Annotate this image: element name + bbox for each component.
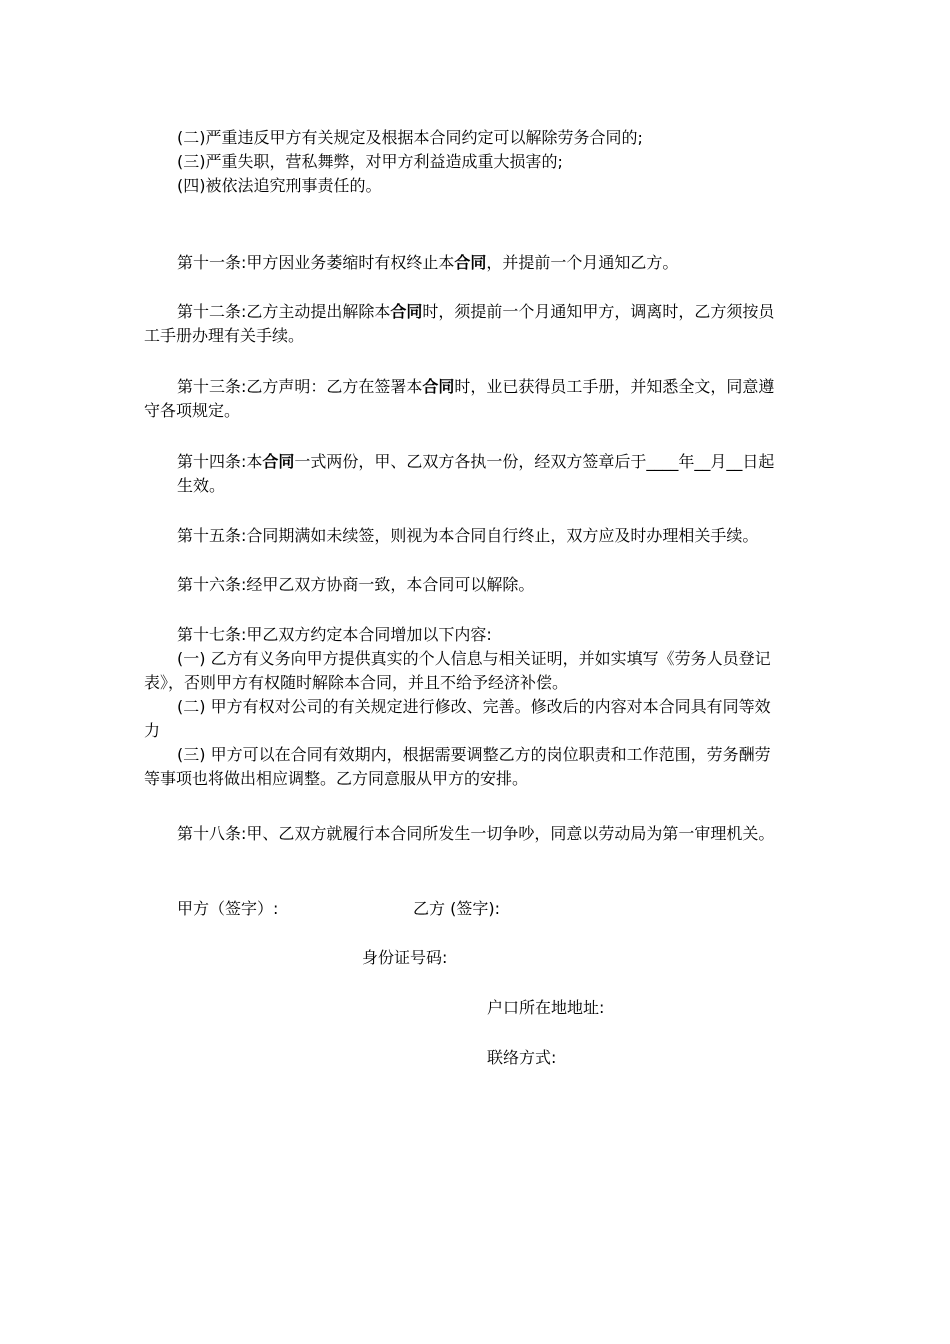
article-13-bold: 合同 xyxy=(422,377,455,396)
article-14-pre: 第十四条:本 xyxy=(177,452,263,471)
article-17-head: 第十七条:甲乙双方约定本合同增加以下内容: xyxy=(177,625,492,644)
article-14-line2: 生效。 xyxy=(177,476,226,495)
article-17-item3-line2: 等事项也将做出相应调整。乙方同意服从甲方的安排。 xyxy=(144,769,529,788)
article-11 xyxy=(144,251,808,275)
clause-item-4: (四)被依法追究刑事责任的。 xyxy=(177,176,382,195)
previous-clause-items xyxy=(144,126,808,198)
party-b-signature-label: 乙方 (签字): xyxy=(413,899,500,918)
article-14-line1 xyxy=(144,450,808,474)
article-13 xyxy=(144,375,808,423)
household-address-label: 户口所在地地址: xyxy=(487,998,605,1017)
article-14-bold: 合同 xyxy=(262,452,295,471)
article-17-item1-line2: 表》，否则甲方有权随时解除本合同，并且不给予经济补偿。 xyxy=(144,673,569,692)
article-16-text: 第十六条:经甲乙双方协商一致，本合同可以解除。 xyxy=(177,575,535,594)
clause-item-3: (三)严重失职，营私舞弊，对甲方利益造成重大损害的; xyxy=(177,152,563,171)
article-17-item2-line2: 力 xyxy=(144,721,161,740)
article-12-pre: 第十二条:乙方主动提出解除本 xyxy=(177,302,391,321)
contact-label: 联络方式: xyxy=(487,1048,557,1067)
article-13-post: 时，业已获得员工手册，并知悉全文，同意遵 xyxy=(454,377,775,396)
article-18 xyxy=(144,822,808,846)
article-14 xyxy=(144,450,808,498)
article-18-text: 第十八条:甲、乙双方就履行本合同所发生一切争吵，同意以劳动局为第一审理机关。 xyxy=(177,824,775,843)
party-a-signature-label: 甲方（签字）: xyxy=(177,899,279,918)
article-16 xyxy=(144,573,808,597)
article-13-pre: 第十三条:乙方声明：乙方在签署本 xyxy=(177,377,423,396)
article-13-line1 xyxy=(144,375,808,399)
article-17-item1-line1: (一) 乙方有义务向甲方提供真实的个人信息与相关证明，并如实填写《劳务人员登记 xyxy=(177,649,771,668)
article-17-item2-line1: (二) 甲方有权对公司的有关规定进行修改、完善。修改后的内容对本合同具有同等效 xyxy=(177,697,771,716)
article-17 xyxy=(144,623,808,791)
id-number-label: 身份证号码: xyxy=(362,948,448,967)
article-17-item3-line1: (三) 甲方可以在合同有效期内，根据需要调整乙方的岗位职责和工作范围，劳务酬劳 xyxy=(177,745,771,764)
article-11-bold: 合同 xyxy=(454,253,487,272)
article-14-post: 一式两份，甲、乙双方各执一份，经双方签章后于____年__月__日起 xyxy=(294,452,775,471)
article-11-text xyxy=(144,251,808,275)
article-11-post: ，并提前一个月通知乙方。 xyxy=(486,253,679,272)
article-12-bold: 合同 xyxy=(390,302,423,321)
article-15 xyxy=(144,524,808,548)
article-12-line2: 工手册办理有关手续。 xyxy=(144,326,305,345)
article-13-line2: 守各项规定。 xyxy=(144,401,241,420)
article-11-pre: 第十一条:甲方因业务萎缩时有权终止本 xyxy=(177,253,455,272)
clause-item-2: (二)严重违反甲方有关规定及根据本合同约定可以解除劳务合同的; xyxy=(177,128,643,147)
article-12 xyxy=(144,300,808,348)
article-12-line1 xyxy=(144,300,808,324)
article-12-post: 时，须提前一个月通知甲方，调离时，乙方须按员 xyxy=(422,302,775,321)
article-15-text: 第十五条:合同期满如未续签，则视为本合同自行终止，双方应及时办理相关手续。 xyxy=(177,526,759,545)
